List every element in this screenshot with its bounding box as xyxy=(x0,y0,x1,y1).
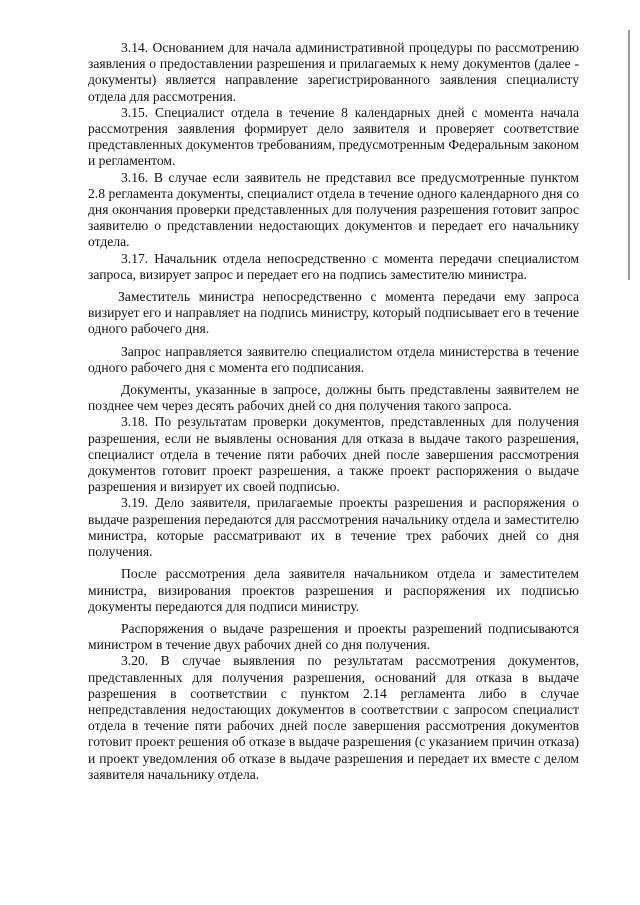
paragraph-deputy-minister: Заместитель министра непосредственно с момента передачи ему запроса визирует его и направляет на подпись министру, который подписывает его в течение одного рабочего дня. xyxy=(88,289,579,337)
paragraph-3-14: 3.14. Основанием для начала административной процедуры по рассмотрению заявления о предоставлении разрешения и прилагаемых к нему документов (далее - документы) является направление зарегистрированного заявления специалисту отдела для рассмотрения. xyxy=(88,40,579,104)
paragraph-after-review: После рассмотрения дела заявителя начальником отдела и заместителем министра, визирования проектов разрешения и распоряжения их подписью документы передаются для подписи министру. xyxy=(88,566,579,614)
paragraph-orders-signed: Распоряжения о выдаче разрешения и проекты разрешений подписываются министром в течение двух рабочих дней со дня получения. xyxy=(88,620,579,653)
paragraph-3-17: 3.17. Начальник отдела непосредственно с момента передачи специалистом запроса, визирует запрос и передает его на подпись заместителю министра. xyxy=(88,250,579,282)
document-body xyxy=(88,40,579,783)
scan-edge-line xyxy=(628,30,630,280)
paragraph-3-15: 3.15. Специалист отдела в течение 8 календарных дней с момента начала рассмотрения заявления формирует дело заявителя и проверяет соответствие представленных документов требованиям, предусмотренным Федеральным законом и регламентом. xyxy=(88,104,579,169)
paragraph-3-19: 3.19. Дело заявителя, прилагаемые проекты разрешения и распоряжения о выдаче разрешения передаются для рассмотрения начальнику отдела и заместителю министра, которые рассматривают их в течение трех рабочих дней со дня получения. xyxy=(88,495,579,560)
paragraph-request-sent: Запрос направляется заявителю специалистом отдела министерства в течение одного рабочего дня с момента его подписания. xyxy=(88,343,579,375)
paragraph-3-16: 3.16. В случае если заявитель не представил все предусмотренные пунктом 2.8 регламента документы, специалист отдела в течение одного календарного дня со дня окончания проверки представленных для получения разрешения готовит запрос заявителю о представлении недостающих документов и передает его начальнику отдела. xyxy=(88,169,579,250)
paragraph-3-18: 3.18. По результатам проверки документов, представленных для получения разрешения, если не выявлены основания для отказа в выдаче такого разрешения, специалист отдела в течение пяти рабочих дней после завершения рассмотрения документов готовит проект разрешения, а также проект распоряжения о выдаче разрешения и визирует их своей подписью. xyxy=(88,414,579,495)
paragraph-3-20: 3.20. В случае выявления по результатам рассмотрения документов, представленных для получения разрешения, оснований для отказа в выдаче разрешения в соответствии с пунктом 2.14 регламента либо в случае непредставления недостающих документов в соответствии с запросом специалист отдела в течение пяти рабочих дней после завершения рассмотрения документов готовит проект решения об отказе в выдаче разрешения (с указанием причин отказа) и проект уведомления об отказе в выдаче разрешения и передает их вместе с делом заявителя начальнику отдела. xyxy=(88,653,579,782)
paragraph-documents-deadline: Документы, указанные в запросе, должны быть представлены заявителем не позднее чем через десять рабочих дней со дня получения такого запроса. xyxy=(88,382,579,414)
